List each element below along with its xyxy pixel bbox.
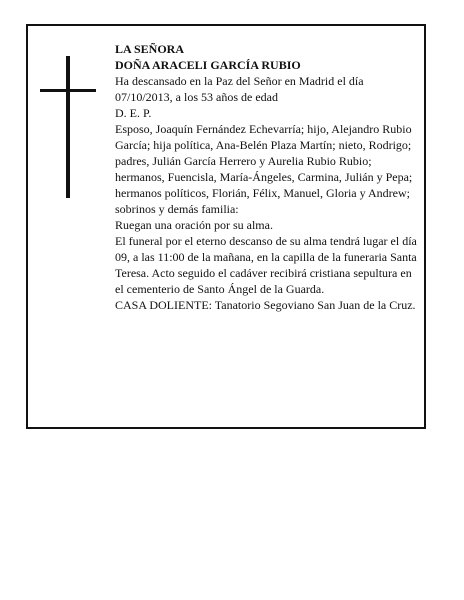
- cross-vertical-bar: [66, 56, 70, 198]
- funeral-info: El funeral por el eterno descanso de su alma tendrá lugar el día 09, a las 11:00 de la mañana, en la capilla de la funeraria Santa Teresa. Acto seguido el cadáver recibirá cristiana sepultura en el cementerio de Santo Ángel de la Guarda.: [115, 234, 417, 296]
- prayer-request: Ruegan una oración por su alma.: [115, 218, 273, 232]
- cross-horizontal-bar: [40, 89, 96, 92]
- obituary-text: [115, 41, 417, 313]
- notice-title: LA SEÑORA: [115, 42, 185, 56]
- latin-cross-icon: [40, 56, 96, 198]
- death-statement: Ha descansado en la Paz del Señor en Madrid el día 07/10/2013, a los 53 años de edad: [115, 74, 364, 104]
- dep-line: D. E. P.: [115, 106, 152, 120]
- family-list: Esposo, Joaquín Fernández Echevarría; hijo, Alejandro Rubio García; hija política, Ana-Belén Plaza Martín; nieto, Rodrigo; padres, Julián García Herrero y Aurelia Rubio Rubio; hermanos, Fuencisla, María-Ángeles, Carmina, Julián y Pepa; hermanos políticos, Florián, Félix, Manuel, Gloria y Andrew; sobrinos y demás familia:: [115, 122, 413, 216]
- mourning-house: CASA DOLIENTE: Tanatorio Segoviano San Juan de la Cruz.: [115, 298, 416, 312]
- obituary-notice: [26, 24, 426, 429]
- deceased-name: DOÑA ARACELI GARCÍA RUBIO: [115, 58, 301, 72]
